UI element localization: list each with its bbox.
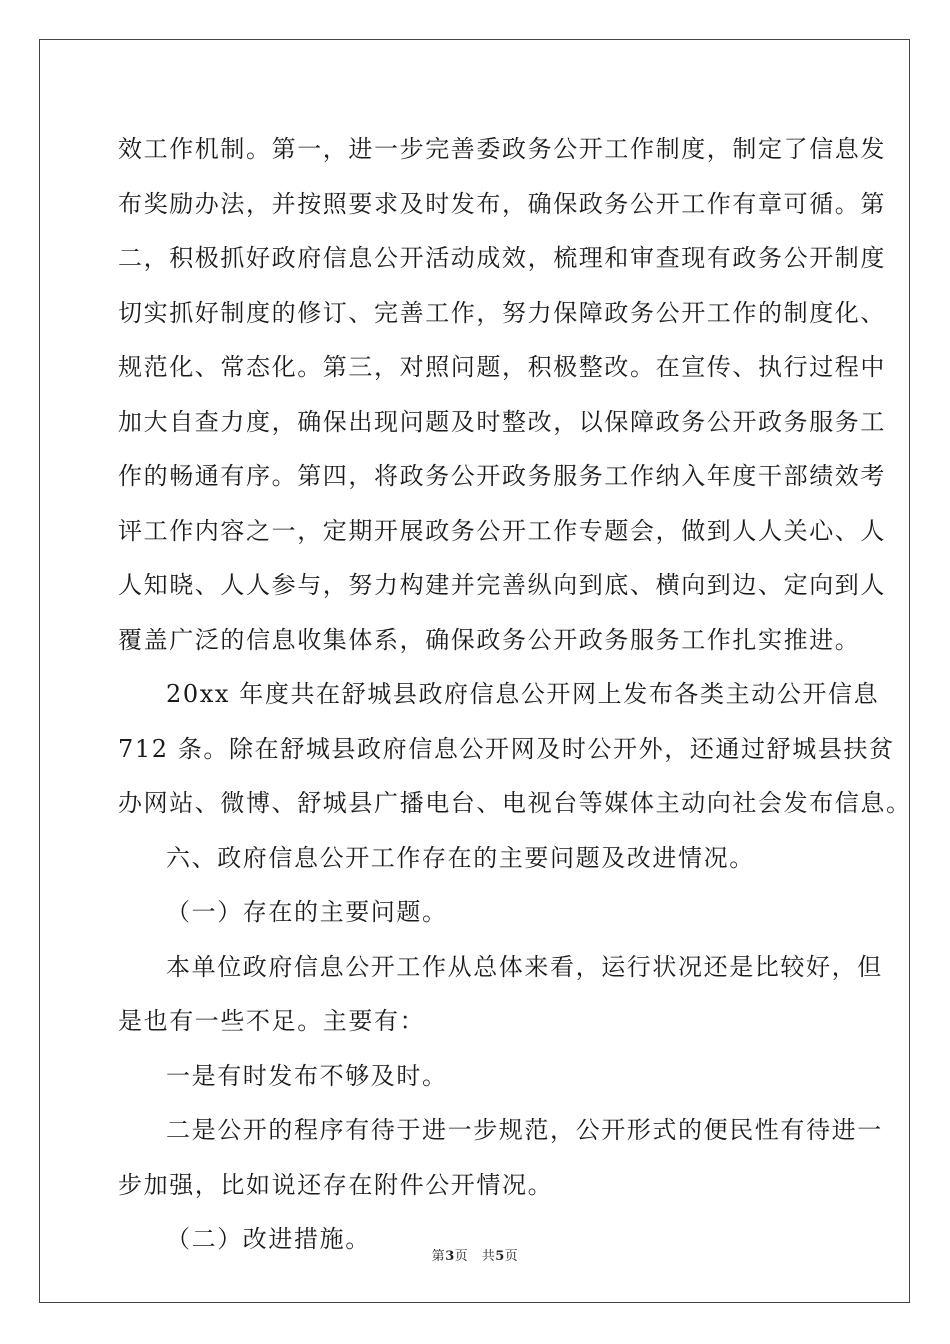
text-line: 切实抓好制度的修订、完善工作，努力保障政务公开工作的制度化、 <box>118 298 886 327</box>
text-line: 评工作内容之一，定期开展政务公开工作专题会，做到人人关心、人 <box>118 516 886 545</box>
text-line: 712 条。除在舒城县政府信息公开网及时公开外，还通过舒城县扶贫 <box>118 734 895 763</box>
text-line: 效工作机制。第一，进一步完善委政务公开工作制度，制定了信息发 <box>118 135 886 163</box>
text-line: 是也有一些不足。主要有： <box>118 1007 426 1035</box>
text-line: 作的畅通有序。第四，将政务公开政务服务工作纳入年度干部绩效考 <box>118 462 886 490</box>
footer-prefix: 第 <box>431 1249 446 1264</box>
text-line: 加大自查力度，确保出现问题及时整改，以保障政务公开政务服务工 <box>118 407 886 436</box>
paragraph-start-line: 20xx 年度共在舒城县政府信息公开网上发布各类主动公开信息 <box>166 680 880 708</box>
paragraph-start-line: 一是有时发布不够及时。 <box>166 1061 448 1090</box>
text-line: 二，积极抓好政府信息公开活动成效，梳理和审查现有政务公开制度 <box>118 244 886 272</box>
text-line: 覆盖广泛的信息收集体系，确保政务公开政务服务工作扎实推进。 <box>118 625 861 654</box>
text-line: 人知晓、人人参与，努力构建并完善纵向到底、横向到边、定向到人 <box>118 571 886 599</box>
current-page-number: 3 <box>445 1249 455 1264</box>
footer-middle: 页 共 <box>454 1249 496 1264</box>
page-footer <box>0 1245 950 1264</box>
text-line: 步加强，比如说还存在附件公开情况。 <box>118 1170 554 1199</box>
text-line: 规范化、常态化。第三，对照问题，积极整改。在宣传、执行过程中 <box>118 353 886 381</box>
paragraph-start-line: 本单位政府信息公开工作从总体来看，运行状况还是比较好，但 <box>166 952 883 981</box>
footer-suffix: 页 <box>504 1249 519 1264</box>
subsection-heading: （一）存在的主要问题。 <box>166 898 448 926</box>
paragraph-start-line: 二是公开的程序有待于进一步规范，公开形式的便民性有待进一 <box>166 1116 883 1144</box>
section-heading: 六、政府信息公开工作存在的主要问题及改进情况。 <box>166 843 755 872</box>
total-pages-number: 5 <box>495 1249 505 1264</box>
subsection-heading: （二）改进措施。 <box>166 1225 371 1253</box>
document-body <box>118 122 912 1267</box>
text-line: 布奖励办法，并按照要求及时发布，确保政务公开工作有章可循。第 <box>118 189 886 218</box>
text-line: 办网站、微博、舒城县广播电台、电视台等媒体主动向社会发布信息。 <box>118 789 912 817</box>
